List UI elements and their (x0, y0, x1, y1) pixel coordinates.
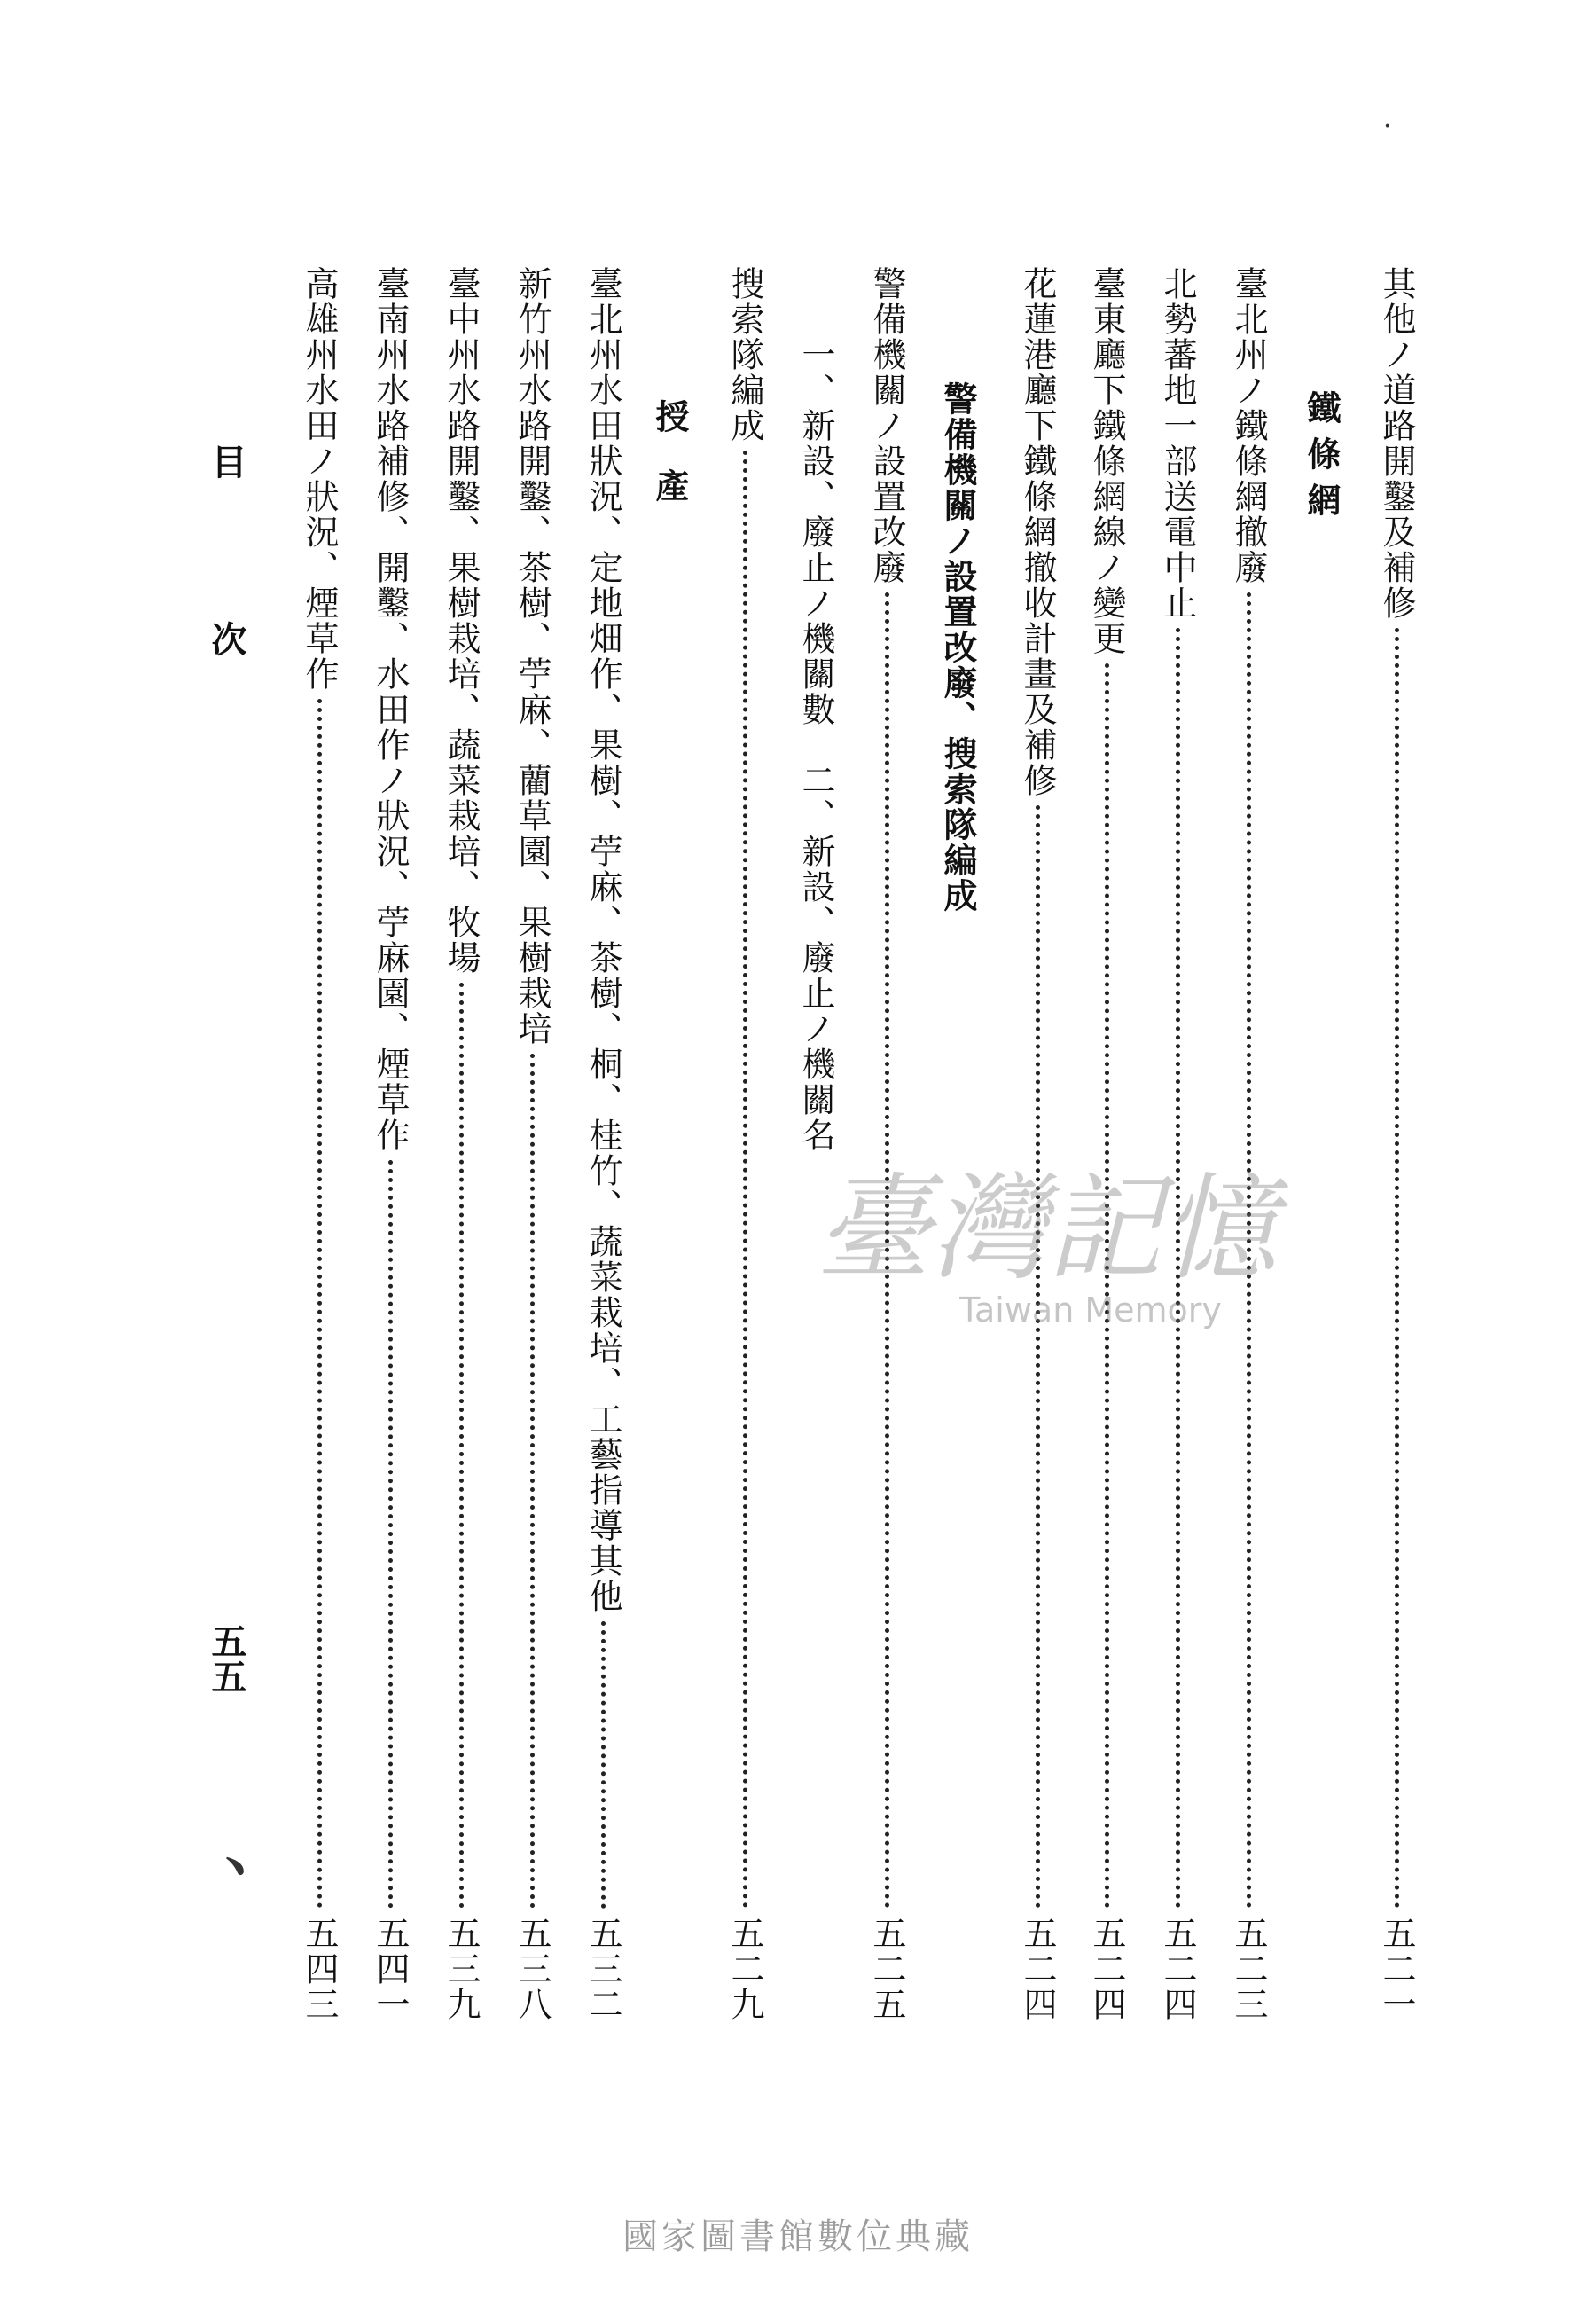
dot-leader (459, 983, 464, 1909)
toc-entry-text: 臺北州ノ鐵條網撤廢 (1229, 266, 1268, 585)
toc-entry[interactable] (293, 266, 346, 2022)
toc-page-number: 五二四 (1087, 1916, 1126, 2022)
toc-section-heading (643, 399, 696, 2155)
toc-entry[interactable] (718, 266, 771, 2022)
toc-entry-text: 臺東廳下鐵條網線ノ變更 (1087, 266, 1126, 656)
digital-archive-footer: 國家圖書館數位典藏 (622, 2216, 974, 2257)
section-heading-text: 警備機關ノ設置改廢、搜索隊編成 (938, 381, 978, 914)
toc-page-number: 五四三 (300, 1916, 339, 2022)
toc-page-number: 五三八 (512, 1916, 552, 2022)
section-heading-text: 授產 (650, 399, 690, 537)
toc-entry-text: 其他ノ道路開鑿及補修 (1377, 266, 1416, 621)
running-header-label: 目 次 (206, 443, 247, 710)
toc-entry[interactable] (434, 266, 488, 2022)
dot-leader (743, 451, 747, 1909)
toc-page-number: 五二四 (1158, 1916, 1197, 2022)
watermark-chinese-text: 臺灣記憶 (815, 1161, 1278, 1296)
toc-entry-text: 臺南州水路補修、開鑿、水田作ノ狀況、苧麻園、煙草作 (371, 266, 410, 1153)
toc-entry-text: 警備機關ノ設置改廢 (867, 266, 906, 585)
toc-page-number: 五二五 (867, 1916, 906, 2022)
toc-entry-text: 搜索隊編成 (725, 266, 764, 443)
dot-leader (1036, 805, 1040, 1909)
toc-page-number: 五二一 (1377, 1916, 1416, 2022)
toc-entry[interactable] (1370, 266, 1423, 2022)
dot-leader (601, 1621, 606, 1909)
section-heading-text: 鐵條網 (1302, 390, 1342, 529)
toc-entry[interactable] (576, 266, 630, 2022)
dot-leader (317, 699, 322, 1909)
scan-speck: · (1383, 111, 1392, 142)
toc-page-number: 五三九 (442, 1916, 481, 2022)
toc-entry-text: 高雄州水田ノ狀況、煙草作 (300, 266, 339, 692)
toc-entry-text: 一、新設、廢止ノ機關數 二、新設、廢止ノ機關名 (796, 337, 835, 1153)
toc-page-number: 五三二 (583, 1916, 622, 2022)
toc-section-heading (1295, 390, 1348, 2146)
toc-entry[interactable] (364, 266, 417, 2022)
toc-page-number: 五二九 (725, 1916, 764, 2022)
watermark-english-text: Taiwan Memory (959, 1290, 1222, 1329)
scan-speck: ﹅ (222, 1852, 248, 1883)
toc-entry-text: 北勢蕃地一部送電中止 (1158, 266, 1197, 621)
toc-entry-text: 臺中州水路開鑿、果樹栽培、蔬菜栽培、牧場 (442, 266, 481, 976)
dot-leader (530, 1054, 535, 1909)
toc-entry[interactable] (505, 266, 559, 2022)
toc-entry-text: 新竹州水路開鑿、茶樹、苧麻、藺草園、果樹栽培 (512, 266, 552, 1047)
dot-leader (388, 1160, 393, 1909)
toc-entry-text: 臺北州水田狀況、定地畑作、果樹、苧麻、茶樹、桐、桂竹、蔬菜栽培、工藝指導其他 (583, 266, 622, 1614)
taiwan-memory-watermark-logo (798, 1144, 1295, 1348)
dot-leader (1395, 628, 1399, 1909)
folio-number: 五五 (206, 1623, 247, 1694)
toc-page-number: 五二四 (1018, 1916, 1057, 2022)
toc-page-number: 五二三 (1229, 1916, 1268, 2022)
toc-entry-text: 花蓮港廳下鐵條網撤收計畫及補修 (1018, 266, 1057, 798)
toc-page-number: 五四一 (371, 1916, 410, 2022)
